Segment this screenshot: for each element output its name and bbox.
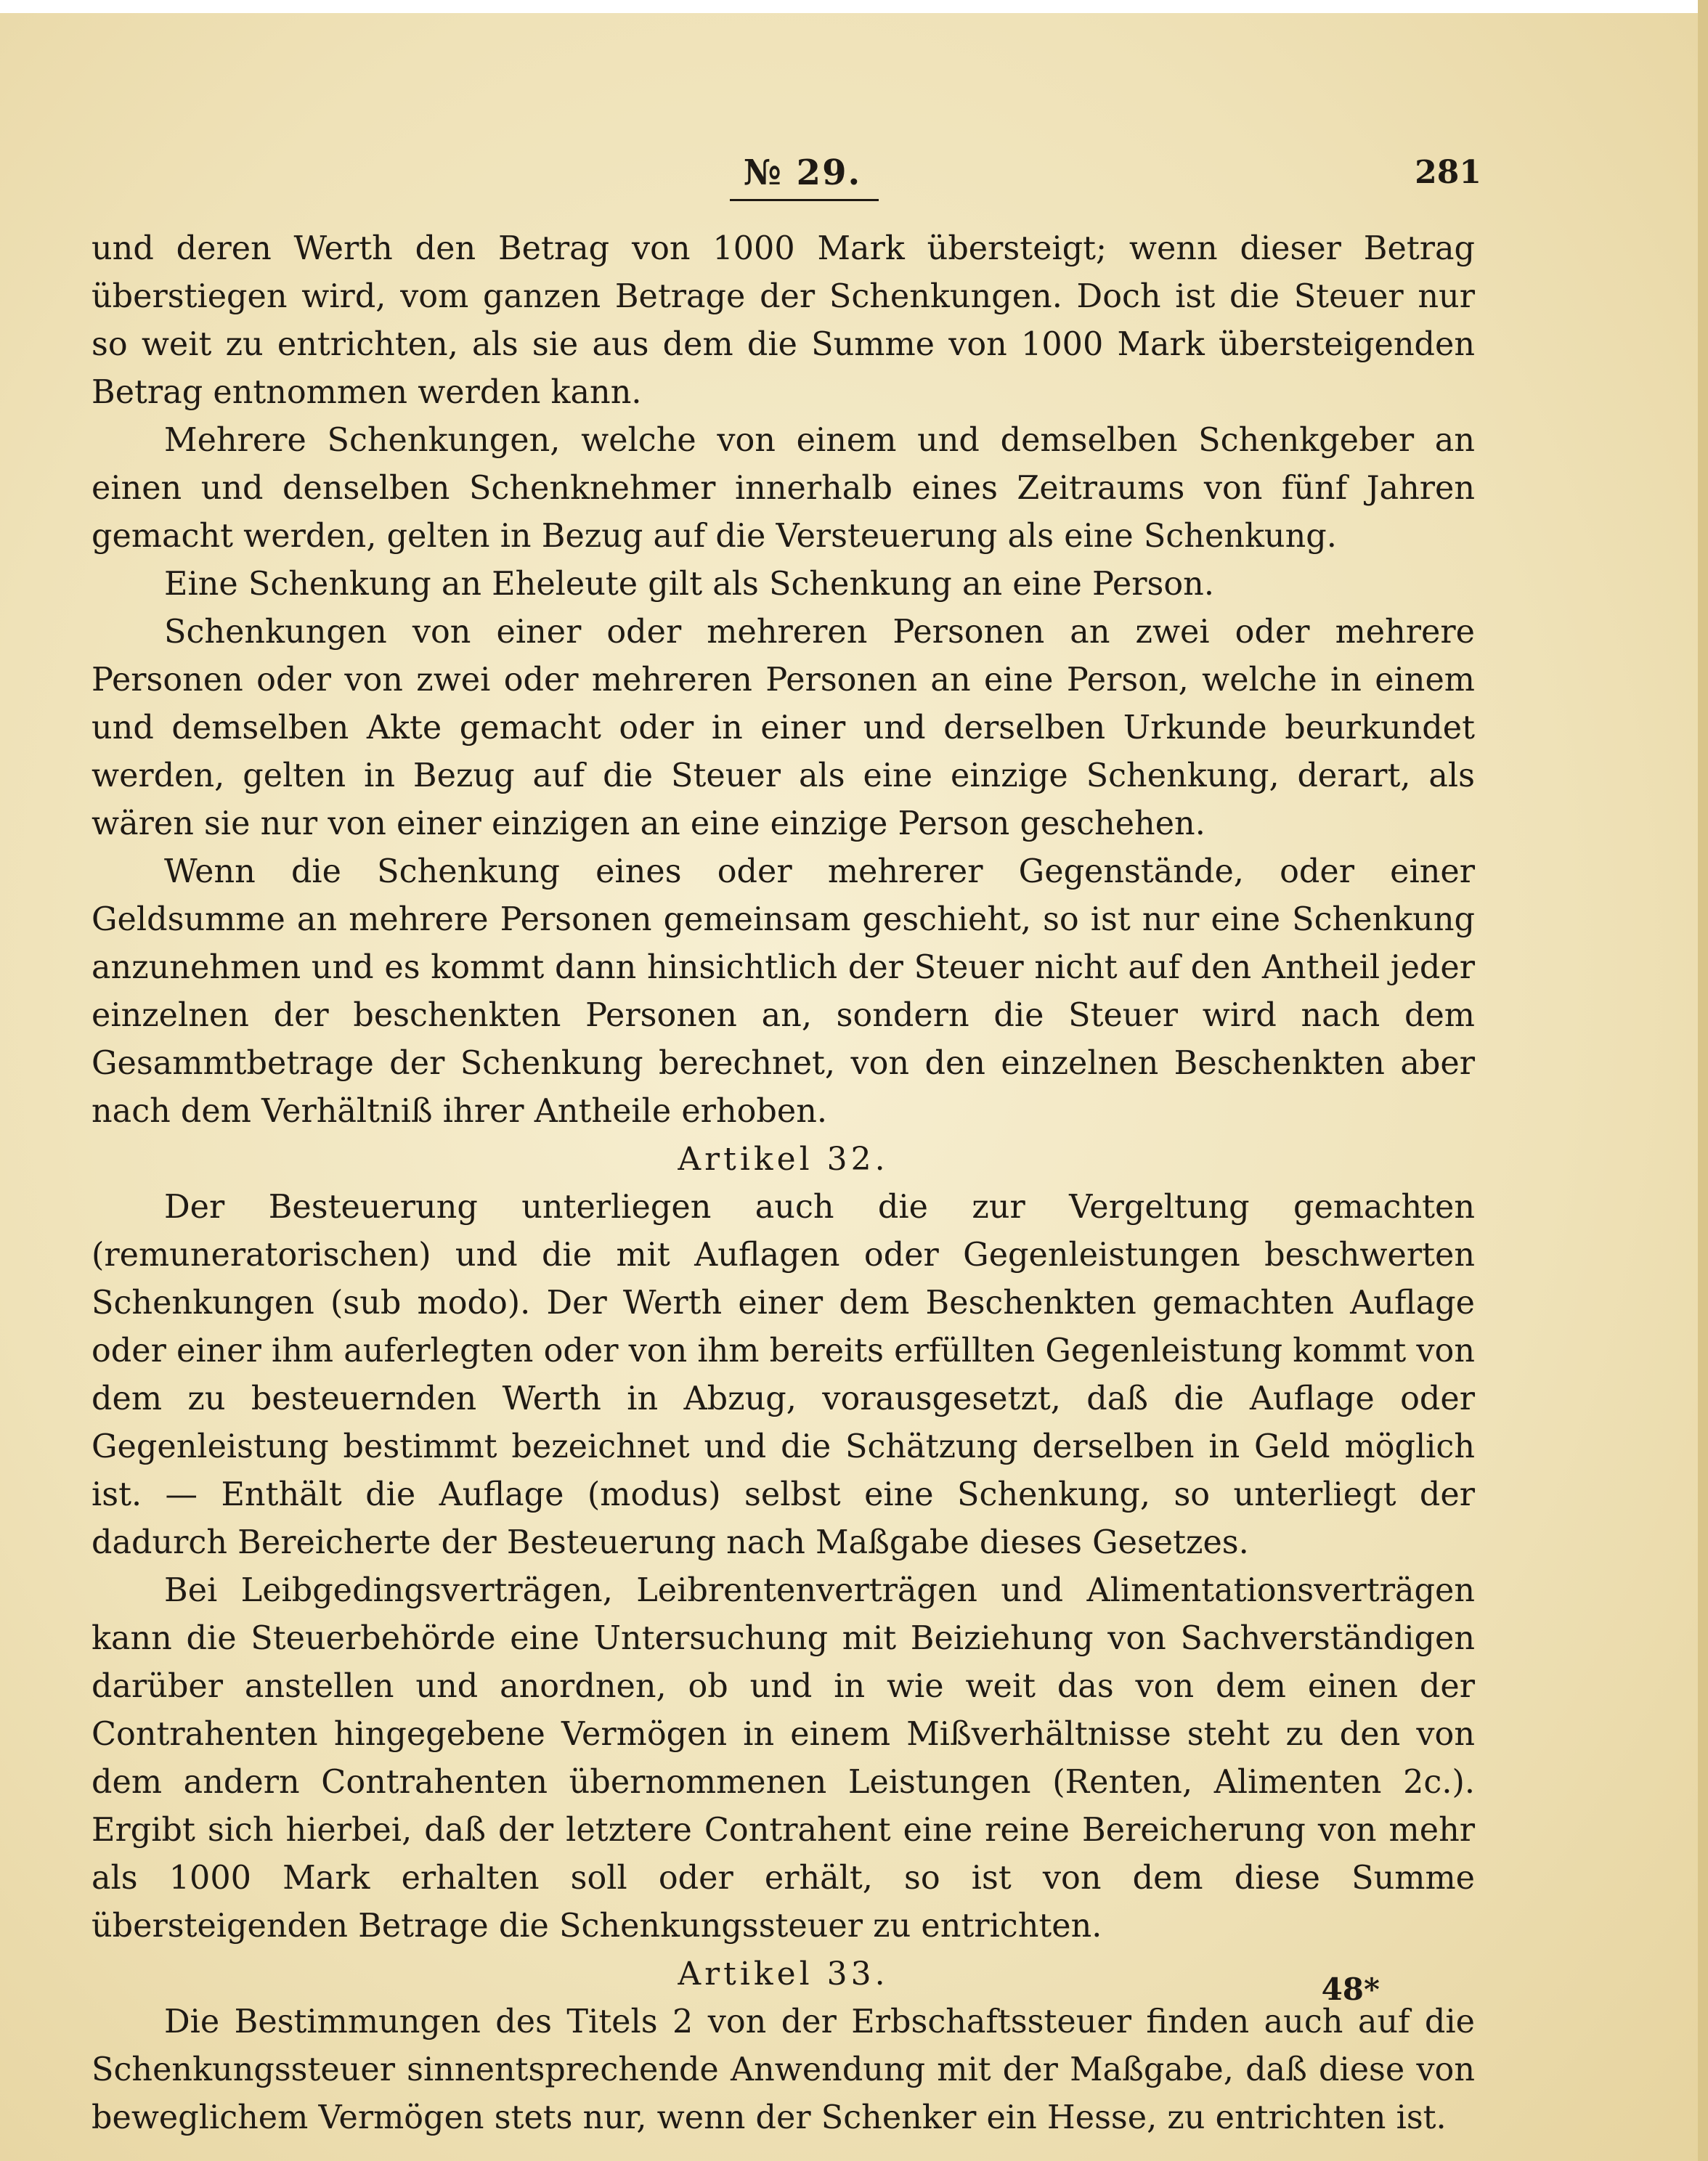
article-33-heading: Artikel 33. [678, 1956, 889, 1993]
issue-number: № 29. [743, 152, 862, 193]
paragraph-inheritance-provisions: Die Bestimmungen des Titels 2 von der Erbschaftssteuer finden auch auf die Schenkungssteuer sinnentsprechende Anwendung mit der Maßgabe, daß diese von beweglichem Vermögen stets nur, wenn der Schenker ein Hesse, zu entrichten ist. [92, 2003, 1475, 2136]
scan-top-edge [0, 0, 1708, 13]
body-text [92, 225, 1475, 2142]
paragraph-continuation: und deren Werth den Betrag von 1000 Mark übersteigt; wenn dieser Betrag überstiegen wird, vom ganzen Betrage der Schenkungen. Doch ist die Steuer nur so weit zu entrichten, als sie aus dem die Summe von 1000 Mark übersteigenden Betrag entnommen werden kann. [92, 230, 1475, 411]
paragraph-multiple-persons: Schenkungen von einer oder mehreren Personen an zwei oder mehrere Personen oder von zwei oder mehreren Personen an eine Person, welche in einem und demselben Akte gemacht oder in einer und derselben Urkunde beurkundet werden, gelten in Bezug auf die Steuer als eine einzige Schenkung, derart, als wären sie nur von einer einzigen an eine einzige Person geschehen. [92, 614, 1475, 842]
paragraph-spouses: Eine Schenkung an Eheleute gilt als Schenkung an eine Person. [164, 566, 1214, 603]
paragraph-multiple-gifts: Mehrere Schenkungen, welche von einem und demselben Schenkgeber an einen und denselben Schenknehmer innerhalb eines Zeitraums von fünf Jahren gemacht werden, gelten in Bezug auf die Versteuerung als eine Schenkung. [92, 422, 1475, 555]
page-header [0, 152, 1708, 203]
issue-number-underline [730, 199, 879, 201]
article-32-heading: Artikel 32. [678, 1141, 889, 1178]
page-number: 281 [1415, 154, 1481, 191]
scan-right-edge [1698, 0, 1708, 2161]
sheet-signature-mark: 48* [1321, 1971, 1380, 2007]
paragraph-annuity-contracts: Bei Leibgedingsverträgen, Leibrentenverträgen und Alimentationsverträgen kann die Steuerbehörde eine Untersuchung mit Beiziehung von Sachverständigen darüber anstellen und anordnen, ob und in wie weit das von dem einen der Contrahenten hingegebene Vermögen in einem Mißverhältnisse steht zu den von dem andern Contrahenten übernommenen Leistungen (Renten, Alimenten 2c.). Ergibt sich hierbei, daß der letztere Contrahent eine reine Bereicherung von mehr als 1000 Mark erhalten soll oder erhält, so ist von dem diese Summe übersteigenden Betrage die Schenkungssteuer zu entrichten. [92, 1572, 1475, 1945]
paragraph-joint-gift: Wenn die Schenkung eines oder mehrerer Gegenstände, oder einer Geldsumme an mehrere Personen gemeinsam geschieht, so ist nur eine Schenkung anzunehmen und es kommt dann hinsichtlich der Steuer nicht auf den Antheil jeder einzelnen der beschenkten Personen an, sondern die Steuer wird nach dem Gesammtbetrage der Schenkung berechnet, von den einzelnen Beschenkten aber nach dem Verhältniß ihrer Antheile erhoben. [92, 853, 1475, 1130]
paragraph-remuneratory: Der Besteuerung unterliegen auch die zur Vergeltung gemachten (remuneratorischen) und die mit Auflagen oder Gegenleistungen beschwerten Schenkungen (sub modo). Der Werth einer dem Beschenkten gemachten Auflage oder einer ihm auferlegten oder von ihm bereits erfüllten Gegenleistung kommt von dem zu besteuernden Werth in Abzug, vorausgesetzt, daß die Auflage oder Gegenleistung bestimmt bezeichnet und die Schätzung derselben in Geld möglich ist. — Enthält die Auflage (modus) selbst eine Schenkung, so unterliegt der dadurch Bereicherte der Besteuerung nach Maßgabe dieses Gesetzes. [92, 1189, 1475, 1561]
